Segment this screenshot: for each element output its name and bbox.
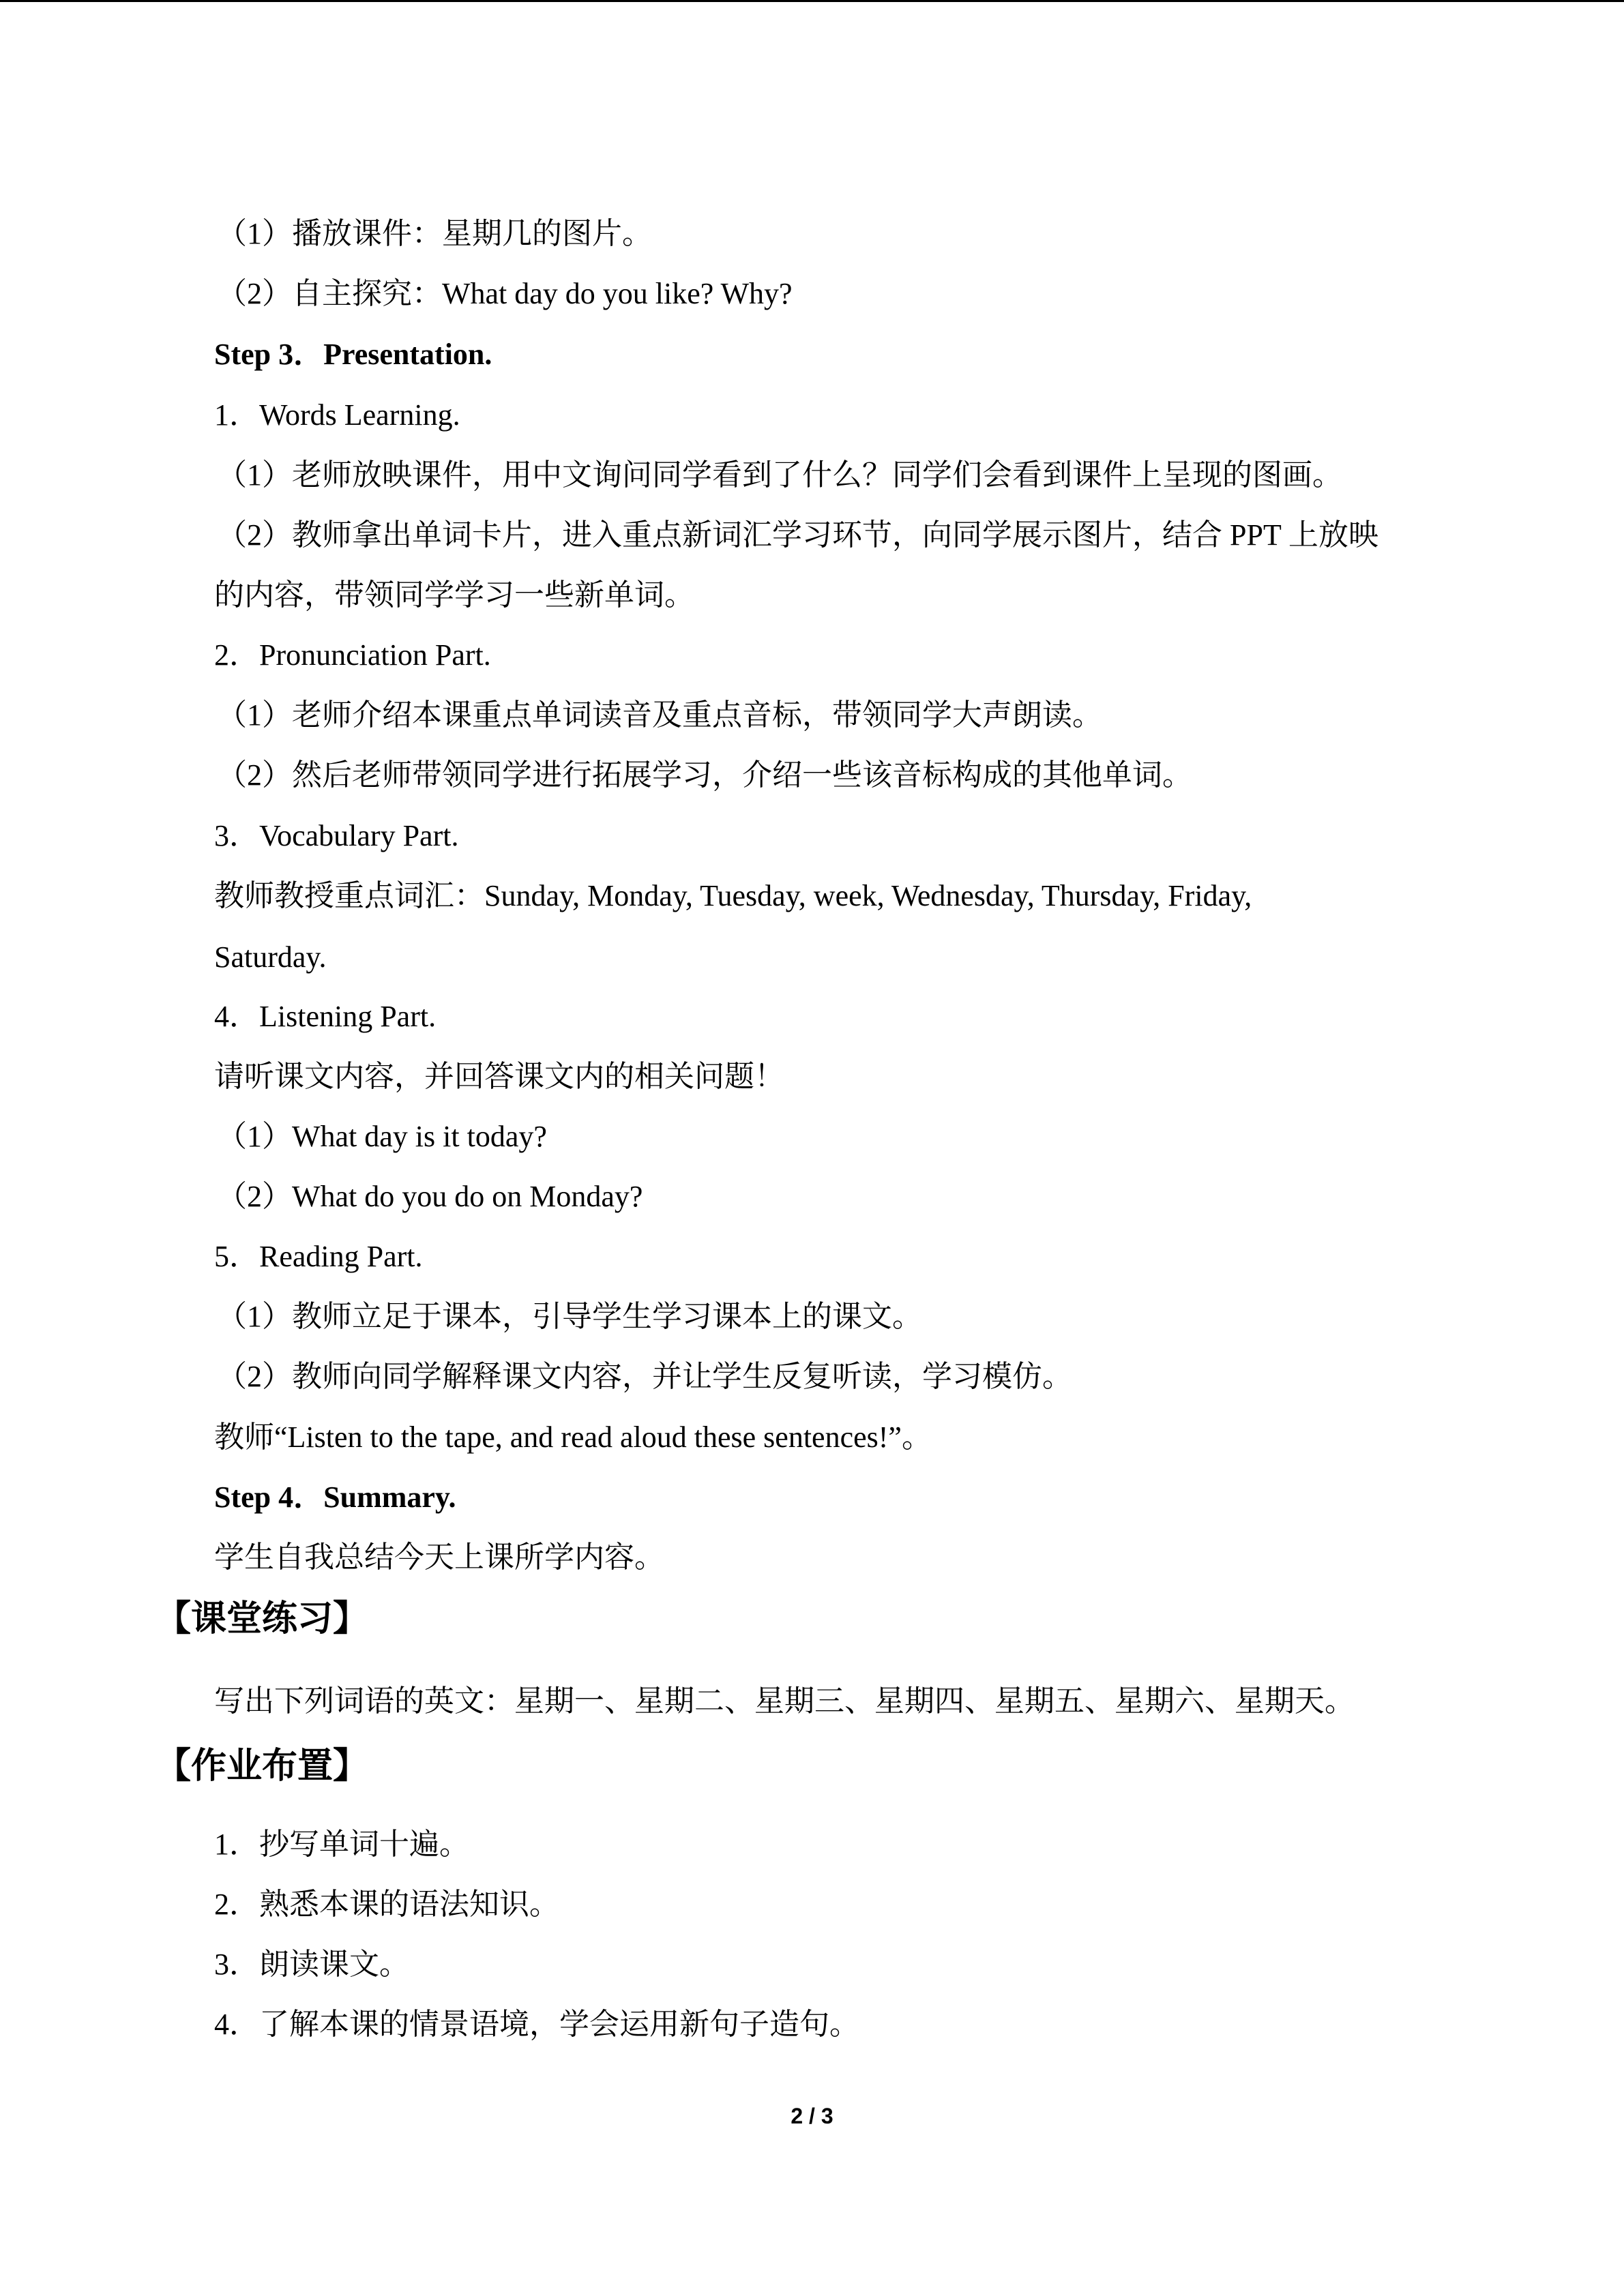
summary-text: 学生自我总结今天上课所学内容。 <box>214 1540 664 1574</box>
page-number: 2 / 3 <box>791 2104 833 2128</box>
listening-question-2: （2）What do you do on Monday? <box>217 1180 643 1213</box>
words-learning-item-1: （1）老师放映课件，用中文询问同学看到了什么？同学们会看到课件上呈现的图画。 <box>217 458 1342 492</box>
vocabulary-text: 教师教授重点词汇：Sunday, Monday, Tuesday, week, Wednesday, Thursday, Friday, <box>214 879 1252 912</box>
words-learning-title: 1．Words Learning. <box>214 398 460 432</box>
homework-heading: 【作业布置】 <box>156 1746 369 1787</box>
homework-item-2: 2．熟悉本课的语法知识。 <box>214 1888 559 1921</box>
words-learning-item-2: （2）教师拿出单词卡片，进入重点新词汇学习环节，向同学展示图片，结合 PPT 上放映 <box>217 518 1379 552</box>
pronunciation-item-2: （2）然后老师带领同学进行拓展学习，介绍一些该音标构成的其他单词。 <box>217 758 1192 792</box>
homework-item-4: 4．了解本课的情景语境，学会运用新句子造句。 <box>214 2008 859 2041</box>
top-border-rule <box>0 0 1624 2</box>
reading-instruction: 教师“Listen to the tape, and read aloud these sentences!”。 <box>214 1420 932 1454</box>
step4-heading: Step 4．Summary. <box>214 1480 456 1514</box>
step3-heading: Step 3．Presentation. <box>214 338 492 371</box>
homework-item-3: 3．朗读课文。 <box>214 1948 409 1981</box>
listening-instruction: 请听课文内容，并回答课文内的相关问题！ <box>214 1060 784 1093</box>
homework-item-1: 1．抄写单词十遍。 <box>214 1828 469 1861</box>
words-learning-item-2-cont: 的内容，带领同学学习一些新单词。 <box>214 578 694 612</box>
listening-title: 4．Listening Part. <box>214 1000 437 1033</box>
reading-title: 5．Reading Part. <box>214 1240 423 1273</box>
step2-item-1: （1）播放课件：星期几的图片。 <box>217 217 652 250</box>
pronunciation-item-1: （1）老师介绍本课重点单词读音及重点音标，带领同学大声朗读。 <box>217 698 1102 732</box>
reading-item-2: （2）教师向同学解释课文内容，并让学生反复听读，学习模仿。 <box>217 1360 1072 1393</box>
listening-question-1: （1）What day is it today? <box>217 1120 547 1153</box>
vocabulary-title: 3．Vocabulary Part. <box>214 819 459 852</box>
practice-heading: 【课堂练习】 <box>156 1598 369 1639</box>
practice-text: 写出下列词语的英文：星期一、星期二、星期三、星期四、星期五、星期六、星期天。 <box>214 1684 1355 1718</box>
pronunciation-title: 2．Pronunciation Part. <box>214 638 491 672</box>
step2-item-2: （2）自主探究：What day do you like? Why? <box>217 277 793 310</box>
reading-item-1: （1）教师立足于课本，引导学生学习课本上的课文。 <box>217 1300 922 1333</box>
vocabulary-text-cont: Saturday. <box>214 940 327 974</box>
